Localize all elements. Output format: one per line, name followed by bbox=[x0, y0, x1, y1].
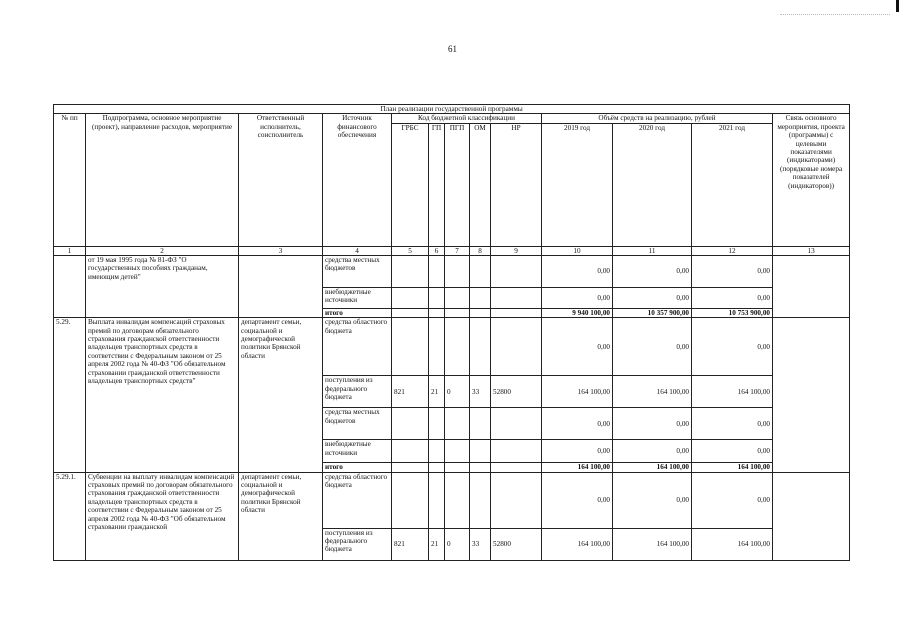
row-responsible: департамент семьи, социальной и демографической политики Брянской области bbox=[239, 472, 323, 560]
table-title: План реализации государственной программы bbox=[54, 105, 850, 114]
row-source: поступления из федерального бюджета bbox=[323, 376, 392, 408]
table-row bbox=[54, 472, 850, 528]
row-source: внебюджетные источники bbox=[323, 440, 392, 463]
column-number: 5 bbox=[392, 246, 429, 255]
value-2020: 164 100,00 bbox=[613, 528, 692, 560]
code-gp: 21 bbox=[429, 528, 445, 560]
value-2020: 10 357 900,00 bbox=[613, 308, 692, 317]
row-num: 5.29. bbox=[54, 318, 86, 472]
row-description: Субвенции на выплату инвалидам компенсаций страховых премий по договорам обязательного страхования гражданской ответственности владельцев транспортных средств в соответствии с Федеральным законом от 25 апреля 2002 года № 40-ФЗ "Об обязательном страховании гражданской bbox=[86, 472, 239, 560]
column-number: 1 bbox=[54, 246, 86, 255]
value-2019: 0,00 bbox=[542, 287, 613, 308]
scan-artifact bbox=[780, 14, 890, 15]
value-2019: 0,00 bbox=[542, 318, 613, 376]
code-np: 52800 bbox=[491, 528, 542, 560]
row-source: средства местных бюджетов bbox=[323, 408, 392, 440]
header-volume-group: Объём средств на реализацию, рублей bbox=[542, 114, 773, 123]
row-num bbox=[54, 255, 86, 317]
code-pgp: 0 bbox=[445, 376, 470, 408]
header-pgp: ПГП bbox=[445, 123, 470, 246]
header-np: НР bbox=[491, 123, 542, 246]
code-np: 52800 bbox=[491, 376, 542, 408]
value-2021: 0,00 bbox=[692, 408, 773, 440]
code-grbs: 821 bbox=[392, 376, 429, 408]
row-num: 5.29.1. bbox=[54, 472, 86, 560]
column-number: 13 bbox=[773, 246, 850, 255]
row-description: Выплата инвалидам компенсаций страховых премий по договорам обязательного страхования гражданской ответственности владельцев транспортных средств в соответствии с Федеральным законом от 25 апреля 2002 года № 40-ФЗ "Об обязательном страховании гражданской ответственности владельцев транспортных средств" bbox=[86, 318, 239, 472]
row-source: средства местных бюджетов bbox=[323, 255, 392, 287]
header-program: Подпрограмма, основное мероприятие (проект), направление расходов, мероприятие bbox=[86, 114, 239, 246]
header-num: № пп bbox=[54, 114, 86, 246]
row-source: средства областного бюджета bbox=[323, 472, 392, 528]
value-2019: 164 100,00 bbox=[542, 463, 613, 472]
header-responsible: Ответственный исполнитель, соисполнитель bbox=[239, 114, 323, 246]
code-om: 33 bbox=[470, 376, 491, 408]
value-2021: 164 100,00 bbox=[692, 463, 773, 472]
row-source: внебюджетные источники bbox=[323, 287, 392, 308]
column-number: 10 bbox=[542, 246, 613, 255]
row-source: средства областного бюджета bbox=[323, 318, 392, 376]
row-link bbox=[773, 318, 850, 472]
header-om: ОМ bbox=[470, 123, 491, 246]
page-number: 61 bbox=[448, 44, 457, 54]
table-row bbox=[54, 318, 850, 376]
row-source: итого bbox=[323, 463, 392, 472]
value-2020: 0,00 bbox=[613, 440, 692, 463]
scan-corner-mark bbox=[896, 0, 899, 12]
column-number: 12 bbox=[692, 246, 773, 255]
value-2019: 9 940 100,00 bbox=[542, 308, 613, 317]
code-pgp: 0 bbox=[445, 528, 470, 560]
value-2020: 0,00 bbox=[613, 408, 692, 440]
column-number: 11 bbox=[613, 246, 692, 255]
column-number: 4 bbox=[323, 246, 392, 255]
value-2021: 0,00 bbox=[692, 440, 773, 463]
value-2020: 0,00 bbox=[613, 318, 692, 376]
code-om: 33 bbox=[470, 528, 491, 560]
header-link: Связь основного мероприятия, проекта (программы) с целевыми показателями (индикаторами) (порядковые номера показателей (индикаторов)) bbox=[773, 114, 850, 246]
value-2020: 164 100,00 bbox=[613, 463, 692, 472]
column-number: 2 bbox=[86, 246, 239, 255]
row-source: итого bbox=[323, 308, 392, 317]
table-row bbox=[54, 255, 850, 287]
program-plan-table bbox=[53, 104, 850, 561]
row-source: поступления из федерального бюджета bbox=[323, 528, 392, 560]
column-number: 9 bbox=[491, 246, 542, 255]
row-responsible bbox=[239, 255, 323, 317]
value-2020: 164 100,00 bbox=[613, 376, 692, 408]
value-2021: 0,00 bbox=[692, 472, 773, 528]
header-2020: 2020 год bbox=[613, 123, 692, 246]
row-link bbox=[773, 255, 850, 317]
header-grbs: ГРБС bbox=[392, 123, 429, 246]
value-2021: 0,00 bbox=[692, 287, 773, 308]
value-2019: 164 100,00 bbox=[542, 376, 613, 408]
value-2021: 0,00 bbox=[692, 318, 773, 376]
code-grbs: 821 bbox=[392, 528, 429, 560]
header-2021: 2021 год bbox=[692, 123, 773, 246]
value-2021: 10 753 900,00 bbox=[692, 308, 773, 317]
header-gp: ГП bbox=[429, 123, 445, 246]
header-2019: 2019 год bbox=[542, 123, 613, 246]
value-2019: 0,00 bbox=[542, 440, 613, 463]
column-number: 3 bbox=[239, 246, 323, 255]
value-2019: 0,00 bbox=[542, 472, 613, 528]
value-2019: 164 100,00 bbox=[542, 528, 613, 560]
value-2020: 0,00 bbox=[613, 472, 692, 528]
value-2020: 0,00 bbox=[613, 255, 692, 287]
value-2021: 164 100,00 bbox=[692, 376, 773, 408]
column-number: 8 bbox=[470, 246, 491, 255]
value-2020: 0,00 bbox=[613, 287, 692, 308]
code-gp: 21 bbox=[429, 376, 445, 408]
header-budget-code-group: Код бюджетной классификации bbox=[392, 114, 542, 123]
value-2021: 164 100,00 bbox=[692, 528, 773, 560]
row-responsible: департамент семьи, социальной и демографической политики Брянской области bbox=[239, 318, 323, 472]
value-2019: 0,00 bbox=[542, 255, 613, 287]
column-number: 6 bbox=[429, 246, 445, 255]
row-description: от 19 мая 1995 года № 81-ФЗ "О государственных пособиях гражданам, имеющим детей" bbox=[86, 255, 239, 317]
column-number: 7 bbox=[445, 246, 470, 255]
row-link bbox=[773, 472, 850, 560]
header-source: Источник финансового обеспечения bbox=[323, 114, 392, 246]
value-2021: 0,00 bbox=[692, 255, 773, 287]
value-2019: 0,00 bbox=[542, 408, 613, 440]
